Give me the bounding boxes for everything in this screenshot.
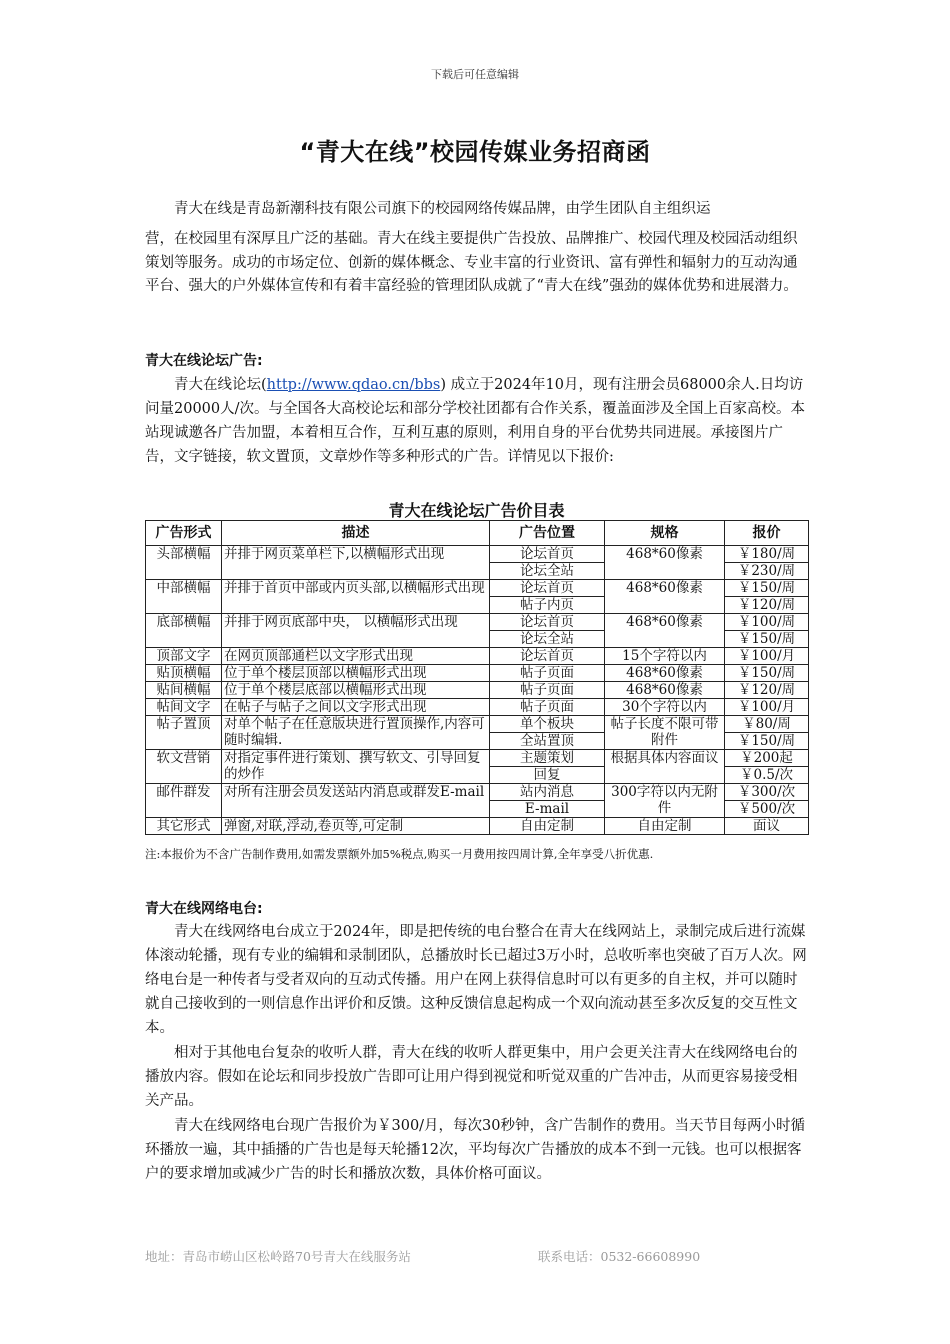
header-cell: 广告位置 [490, 521, 605, 546]
ad-price-cell: 面议 [725, 818, 809, 835]
ad-form-cell: 中部横幅 [146, 580, 222, 614]
ad-price-cell: ￥100/月 [725, 648, 809, 665]
header-note: 下载后可任意编辑 [431, 68, 519, 81]
table-row [146, 750, 809, 767]
price-table [145, 520, 809, 835]
ad-position-cell: 站内消息 [490, 784, 605, 801]
forum-para-after-link: ) 成立于2024年10月，现有注册会员68000余人.日均访问量20000人/次。与全国各大高校论坛和部分学校社团都有合作关系，覆盖面涉及全国上百家高校。本站现诚邀各广告加盟，本着相互合作，互利互惠的原则，利用自身的平台优势共同进展。承接图片广告，文字链接，软文置顶，文章炒作等多种形式的广告。详情见以下报价: [145, 377, 806, 465]
ad-form-cell: 顶部文字 [146, 648, 222, 665]
ad-form-cell: 软文营销 [146, 750, 222, 784]
ad-price-cell: ￥120/周 [725, 597, 809, 614]
ad-form-cell: 帖子置顶 [146, 716, 222, 750]
ad-form-cell: 其它形式 [146, 818, 222, 835]
ad-position-cell: 论坛首页 [490, 546, 605, 563]
header-cell: 规格 [605, 521, 725, 546]
ad-form-cell: 贴顶横幅 [146, 665, 222, 682]
ad-desc-cell: 位于单个楼层顶部以横幅形式出现 [222, 665, 490, 682]
ad-spec-cell: 根据具体内容面议 [605, 750, 725, 784]
ad-position-cell: 回复 [490, 767, 605, 784]
ad-desc-cell: 在网页顶部通栏以文字形式出现 [222, 648, 490, 665]
ad-price-cell: ￥0.5/次 [725, 767, 809, 784]
ad-desc-cell: 并排于首页中部或内页头部,以横幅形式出现 [222, 580, 490, 614]
ad-spec-cell: 468*60像素 [605, 665, 725, 682]
ad-position-cell: 单个板块 [490, 716, 605, 733]
price-table-note: 注:本报价为不含广告制作费用,如需发票额外加5%税点,购买一月费用按四周计算,全年享受八折优惠. [145, 847, 654, 861]
ad-desc-cell: 对单个帖子在任意版块进行置顶操作,内容可随时编辑. [222, 716, 490, 750]
ad-spec-cell: 帖子长度不限可带附件 [605, 716, 725, 750]
ad-position-cell: 帖子页面 [490, 699, 605, 716]
ad-position-cell: 帖子页面 [490, 665, 605, 682]
table-row [146, 682, 809, 699]
ad-desc-cell: 弹窗,对联,浮动,卷页等,可定制 [222, 818, 490, 835]
radio-paragraph: 相对于其他电台复杂的收听人群，青大在线的收听人群更集中，用户会更关注青大在线网络电台的播放内容。假如在论坛和同步投放广告即可让用户得到视觉和听觉双重的广告冲击，从而更容易接受相关产品。 [145, 1045, 798, 1109]
table-row [146, 665, 809, 682]
ad-spec-cell: 468*60像素 [605, 580, 725, 614]
ad-price-cell: ￥150/周 [725, 631, 809, 648]
ad-price-cell: ￥500/次 [725, 801, 809, 818]
ad-position-cell: 论坛首页 [490, 614, 605, 631]
forum-paragraph [145, 373, 808, 469]
ad-spec-cell: 15个字符以内 [605, 648, 725, 665]
intro-section [145, 190, 808, 299]
page-footer [145, 1247, 808, 1265]
ad-spec-cell: 468*60像素 [605, 614, 725, 648]
header-cell: 广告形式 [146, 521, 222, 546]
ad-price-cell: ￥120/周 [725, 682, 809, 699]
ad-position-cell: 论坛首页 [490, 648, 605, 665]
ad-position-cell: 帖子页面 [490, 682, 605, 699]
ad-position-cell: 论坛全站 [490, 631, 605, 648]
footer-address: 地址：青岛市崂山区松岭路70号青大在线服务站 [145, 1249, 411, 1264]
intro-first-line: 青大在线是青岛新潮科技有限公司旗下的校园网络传媒品牌，由学生团队自主组织运 [174, 201, 711, 217]
table-row [146, 580, 809, 597]
forum-para-before-link: 青大在线论坛( [174, 377, 267, 393]
ad-desc-cell: 并排于网页菜单栏下,以横幅形式出现 [222, 546, 490, 580]
ad-spec-cell: 30个字符以内 [605, 699, 725, 716]
table-row [146, 546, 809, 563]
ad-position-cell: 帖子内页 [490, 597, 605, 614]
ad-form-cell: 邮件群发 [146, 784, 222, 818]
ad-spec-cell: 468*60像素 [605, 546, 725, 580]
ad-price-cell: ￥150/周 [725, 580, 809, 597]
ad-price-cell: ￥180/周 [725, 546, 809, 563]
ad-price-cell: ￥150/周 [725, 733, 809, 750]
ad-position-cell: 自由定制 [490, 818, 605, 835]
ad-position-cell: 全站置顶 [490, 733, 605, 750]
ad-position-cell: E-mail [490, 801, 605, 818]
footer-phone: 联系电话：0532-66608990 [538, 1249, 701, 1264]
ad-position-cell: 论坛首页 [490, 580, 605, 597]
table-row [146, 818, 809, 835]
ad-desc-cell: 对指定事件进行策划、撰写软文、引导回复的炒作 [222, 750, 490, 784]
table-header-row [146, 521, 809, 546]
ad-price-cell: ￥150/周 [725, 665, 809, 682]
forum-link[interactable]: http://www.qdao.cn/bbs [266, 377, 441, 393]
ad-price-cell: ￥100/月 [725, 699, 809, 716]
radio-heading: 青大在线网络电台: [145, 901, 263, 917]
ad-price-cell: ￥200起 [725, 750, 809, 767]
table-row [146, 699, 809, 716]
intro-rest: 营，在校园里有深厚且广泛的基础。青大在线主要提供广告投放、品牌推广、校园代理及校园活动组织策划等服务。成功的市场定位、创新的媒体概念、专业丰富的行业资讯、富有弹性和辐射力的互动沟通平台、强大的户外媒体宣传和有着丰富经验的管理团队成就了“青大在线”强劲的媒体优势和进展潜力。 [145, 231, 798, 294]
table-row [146, 716, 809, 733]
ad-price-cell: ￥230/周 [725, 563, 809, 580]
radio-paragraph: 青大在线网络电台成立于2024年，即是把传统的电台整合在青大在线网站上，录制完成后进行流媒体滚动轮播，现有专业的编辑和录制团队，总播放时长已超过3万小时，总收听率也突破了百万人次。网络电台是一种传者与受者双向的互动式传播。用户在网上获得信息时可以有更多的自主权，并可以随时就自己接收到的一则信息作出评价和反馈。这种反馈信息起构成一个双向流动甚至多次反复的交互性文本。 [145, 924, 807, 1036]
radio-section [145, 920, 808, 1187]
ad-position-cell: 论坛全站 [490, 563, 605, 580]
price-table-title: 青大在线论坛广告价目表 [388, 501, 565, 520]
table-row [146, 614, 809, 631]
ad-spec-cell: 300字符以内无附件 [605, 784, 725, 818]
forum-heading: 青大在线论坛广告: [145, 353, 263, 369]
header-cell: 报价 [725, 521, 809, 546]
ad-desc-cell: 并排于网页底部中央， 以横幅形式出现 [222, 614, 490, 648]
ad-spec-cell: 468*60像素 [605, 682, 725, 699]
ad-desc-cell: 位于单个楼层底部以横幅形式出现 [222, 682, 490, 699]
ad-form-cell: 贴间横幅 [146, 682, 222, 699]
ad-position-cell: 主题策划 [490, 750, 605, 767]
ad-price-cell: ￥80/周 [725, 716, 809, 733]
radio-paragraph: 青大在线网络电台现广告报价为￥300/月，每次30秒钟，含广告制作的费用。当天节目每两小时循环播放一遍，其中插播的广告也是每天轮播12次，平均每次广告播放的成本不到一元钱。也可以根据客户的要求增加或减少广告的时长和播放次数，具体价格可面议。 [145, 1118, 806, 1182]
ad-desc-cell: 在帖子与帖子之间以文字形式出现 [222, 699, 490, 716]
page-title: “青大在线”校园传媒业务招商函 [299, 138, 651, 166]
ad-form-cell: 底部横幅 [146, 614, 222, 648]
ad-form-cell: 头部横幅 [146, 546, 222, 580]
ad-price-cell: ￥100/周 [725, 614, 809, 631]
ad-form-cell: 帖间文字 [146, 699, 222, 716]
ad-price-cell: ￥300/次 [725, 784, 809, 801]
ad-spec-cell: 自由定制 [605, 818, 725, 835]
table-row [146, 784, 809, 801]
ad-desc-cell: 对所有注册会员发送站内消息或群发E-mail [222, 784, 490, 818]
header-cell: 描述 [222, 521, 490, 546]
table-row [146, 648, 809, 665]
